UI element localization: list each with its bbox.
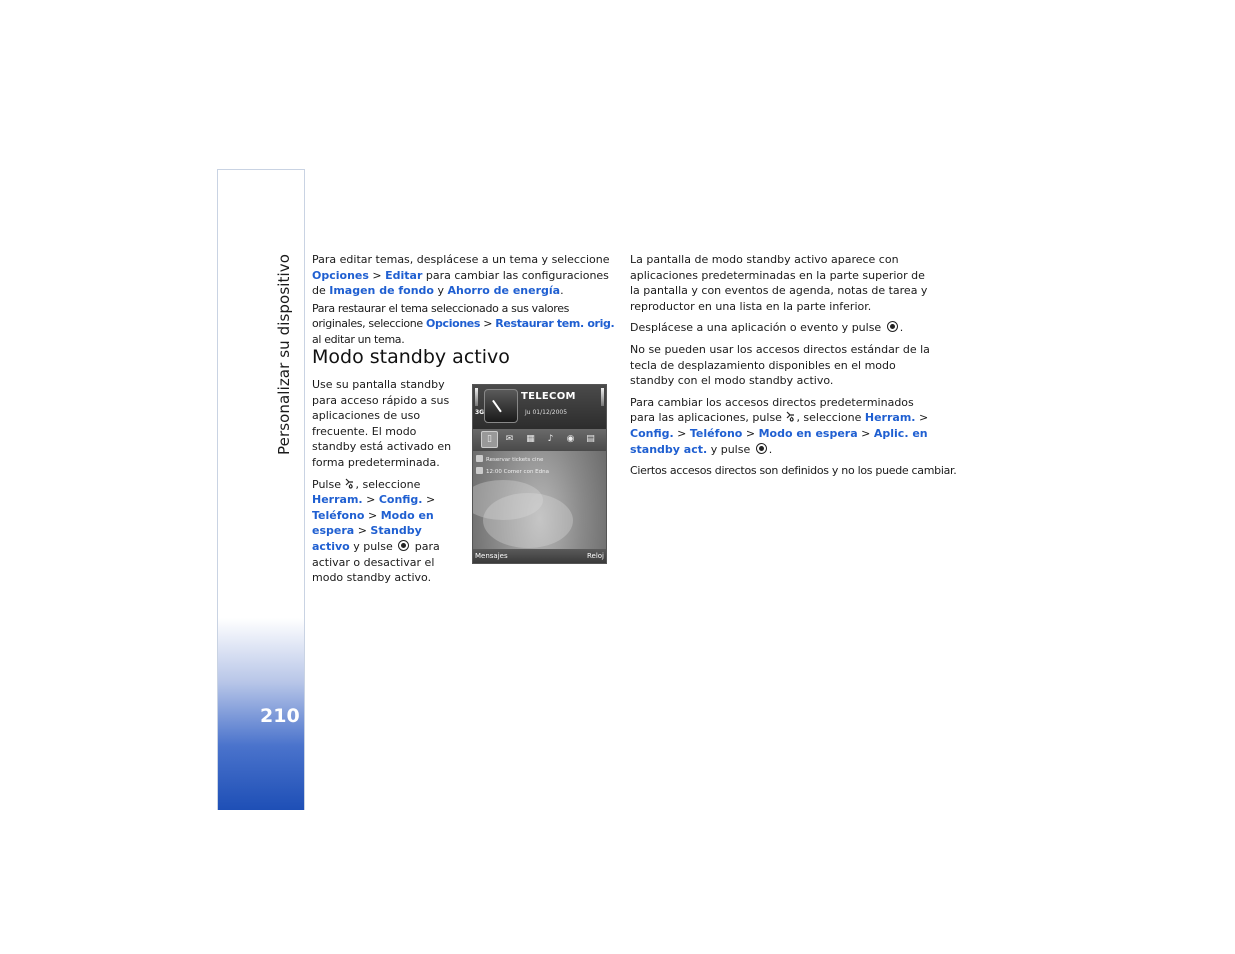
phone-header bbox=[473, 385, 606, 429]
right-column bbox=[630, 252, 957, 479]
menu-key-icon bbox=[344, 478, 355, 489]
text: . bbox=[768, 442, 773, 456]
separator: > bbox=[742, 426, 759, 440]
link-herram[interactable]: Herram. bbox=[864, 411, 916, 425]
paragraph-shortcuts-note: No se pueden usar los accesos directos estándar de la tecla de desplazamiento disponibles en el modo standby con el modo standby activo. bbox=[630, 342, 930, 388]
text: Desplácese a una aplicación o evento y pulse bbox=[630, 321, 885, 335]
separator: > bbox=[354, 524, 371, 538]
link-aplic-en-standby-act[interactable]: Aplic. en standby act. bbox=[630, 426, 928, 456]
task-icon bbox=[476, 455, 483, 462]
text: y pulse bbox=[707, 442, 754, 456]
music-icon[interactable]: ♪ bbox=[547, 434, 554, 444]
operator-name: TELECOM bbox=[521, 391, 576, 402]
link-modo-en-espera[interactable]: Modo en espera bbox=[758, 426, 858, 440]
select-key-icon bbox=[887, 321, 898, 332]
menu-key-icon bbox=[785, 411, 796, 422]
signal-bar-icon bbox=[475, 388, 478, 406]
text: Para restaurar el tema seleccionado a sus valores originales, seleccione bbox=[312, 301, 570, 331]
separator: > bbox=[422, 493, 436, 507]
link-restaurar-tem-orig[interactable]: Restaurar tem. orig. bbox=[495, 317, 615, 331]
page-number: 210 bbox=[260, 705, 300, 727]
paragraph-change-shortcuts bbox=[630, 395, 935, 457]
messages-icon[interactable]: ✉ bbox=[505, 434, 514, 444]
separator: > bbox=[364, 508, 381, 522]
text: y bbox=[434, 284, 448, 298]
chapter-title: Personalizar su dispositivo bbox=[275, 253, 293, 455]
text: Pulse bbox=[312, 477, 345, 491]
select-key-icon bbox=[756, 443, 767, 454]
calendar-icon[interactable]: ▦ bbox=[526, 434, 535, 444]
softkey-bar bbox=[473, 549, 606, 563]
app-shortcuts-bar bbox=[473, 429, 606, 451]
paragraph-fixed-shortcuts: Ciertos accesos directos son definidos y no los puede cambiar. bbox=[630, 464, 957, 478]
paragraph-active-standby-desc: La pantalla de modo standby activo aparece con aplicaciones predeterminadas en la parte superior de la pantalla y con eventos de agenda, notas de tarea y reproductor en una lista en la parte inferior. bbox=[630, 253, 928, 313]
select-key-icon bbox=[398, 540, 409, 551]
separator: > bbox=[368, 268, 386, 282]
text: , seleccione bbox=[796, 411, 865, 425]
left-narrow-column bbox=[312, 377, 452, 586]
link-config[interactable]: Config. bbox=[630, 426, 674, 440]
link-ahorro-de-energia[interactable]: Ahorro de energía bbox=[447, 284, 561, 298]
separator: > bbox=[480, 317, 496, 331]
link-telefono[interactable]: Teléfono bbox=[312, 508, 365, 522]
separator: > bbox=[362, 493, 379, 507]
separator: > bbox=[673, 426, 690, 440]
notes-icon[interactable]: ▤ bbox=[586, 434, 595, 444]
text: al editar un tema. bbox=[312, 332, 405, 346]
link-modo-en-espera[interactable]: Modo en espera bbox=[312, 508, 434, 538]
camera-icon[interactable]: ◉ bbox=[566, 434, 575, 444]
phone-date: Ju 01/12/2005 bbox=[525, 409, 568, 416]
paragraph-standby-intro: Use su pantalla standby para acceso rápido a sus aplicaciones de uso frecuente. El modo standby está activado en forma predeterminada. bbox=[312, 378, 452, 469]
calendar-event-row[interactable] bbox=[476, 467, 549, 475]
paragraph-scroll bbox=[630, 320, 935, 336]
link-opciones[interactable]: Opciones bbox=[312, 268, 369, 282]
left-column bbox=[312, 252, 622, 348]
analog-clock-icon bbox=[484, 389, 518, 423]
event-text: 12:00 Comer con Edna bbox=[486, 469, 550, 475]
paragraph-edit-themes bbox=[312, 252, 622, 299]
link-telefono[interactable]: Teléfono bbox=[689, 426, 743, 440]
calendar-event-row[interactable] bbox=[476, 455, 543, 463]
paragraph-restore-theme bbox=[312, 301, 622, 348]
softkey-right[interactable]: Reloj bbox=[586, 552, 604, 560]
text: Para cambiar los accesos directos predeterminados para las aplicaciones, pulse bbox=[630, 395, 914, 425]
wallpaper-shape bbox=[483, 493, 573, 548]
section-heading: Modo standby activo bbox=[312, 346, 510, 368]
separator: > bbox=[915, 411, 929, 425]
paragraph-standby-steps bbox=[312, 477, 452, 586]
phone-screenshot bbox=[472, 384, 607, 564]
softkey-left[interactable]: Mensajes bbox=[475, 552, 508, 560]
network-indicator: 3G bbox=[475, 409, 485, 416]
text: para cambiar las configuraciones de bbox=[312, 268, 609, 298]
link-herram[interactable]: Herram. bbox=[312, 493, 363, 507]
meeting-icon bbox=[476, 467, 483, 474]
text: y pulse bbox=[349, 539, 397, 553]
text: para activar o desactivar el modo standby activo. bbox=[312, 539, 440, 585]
text: , seleccione bbox=[355, 477, 421, 491]
link-standby-activo[interactable]: Standby activo bbox=[312, 524, 422, 553]
link-opciones[interactable]: Opciones bbox=[426, 317, 481, 331]
link-editar[interactable]: Editar bbox=[385, 268, 423, 282]
event-text: Reservar tickets cine bbox=[486, 457, 544, 463]
text: . bbox=[899, 321, 904, 335]
text: Para editar temas, desplácese a un tema y seleccione bbox=[312, 253, 610, 266]
link-config[interactable]: Config. bbox=[378, 493, 423, 507]
separator: > bbox=[857, 426, 874, 440]
battery-bar-icon bbox=[601, 388, 604, 406]
link-imagen-de-fondo[interactable]: Imagen de fondo bbox=[329, 284, 434, 298]
text: . bbox=[560, 284, 564, 298]
contacts-icon[interactable]: ▯ bbox=[481, 431, 498, 448]
